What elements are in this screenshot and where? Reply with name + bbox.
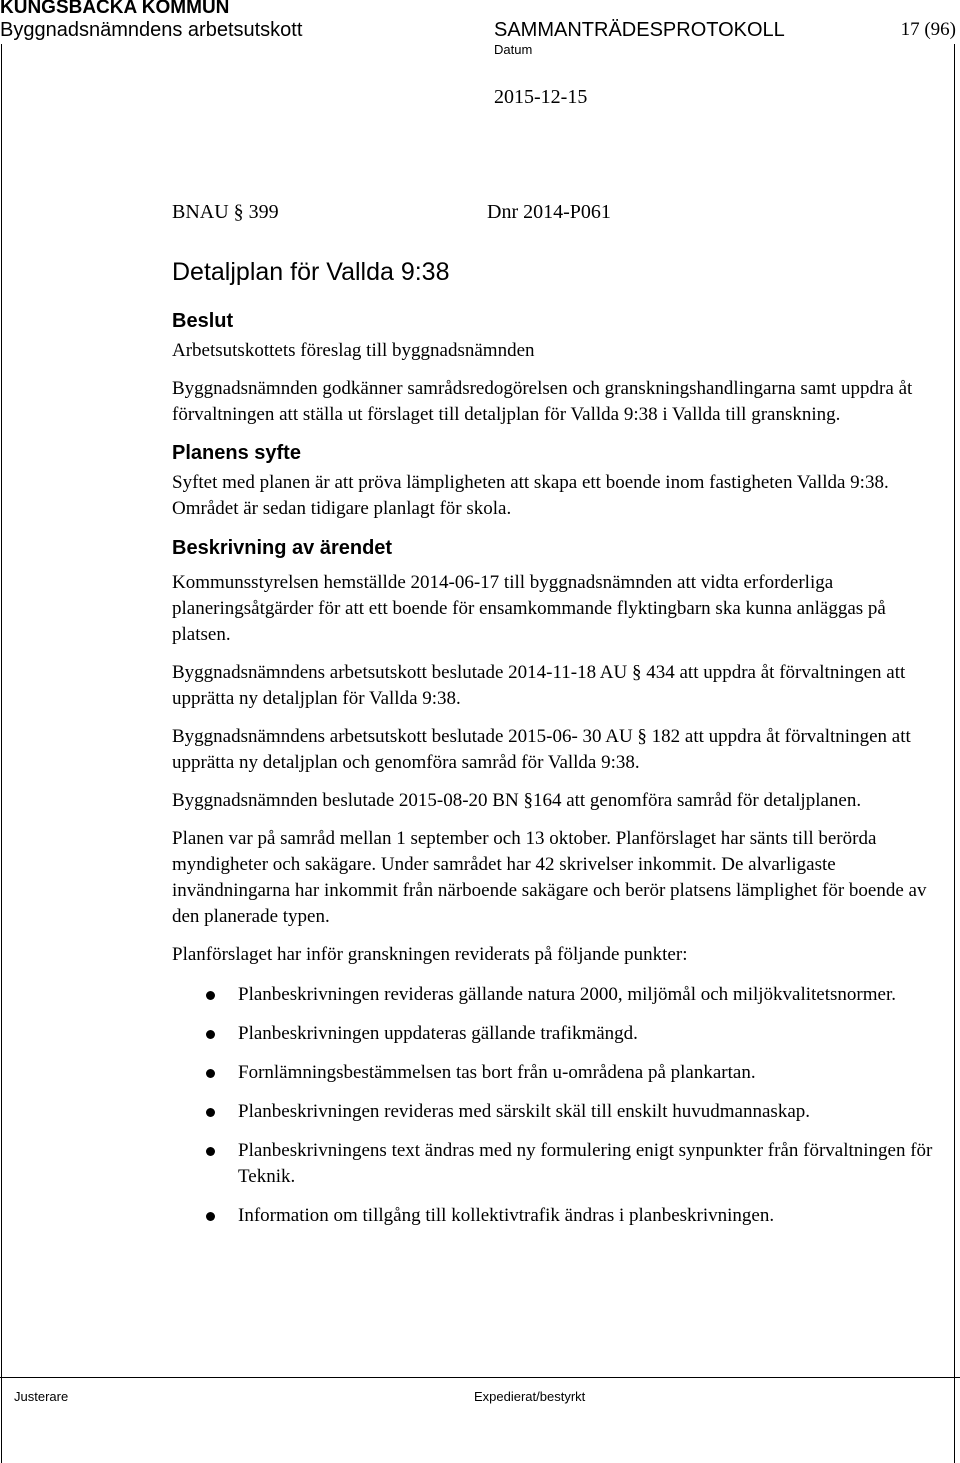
heading-beslut: Beslut <box>172 310 234 332</box>
list-item-text: Information om tillgång till kollektivtrafik ändras i planbeskrivningen. <box>238 1205 775 1226</box>
beskrivning-paragraph: Byggnadsnämnden beslutade 2015-08-20 BN §164 att genomföra samråd för detaljplanen. <box>172 790 862 811</box>
beskrivning-paragraph: Planförslaget har inför granskningen reviderats på följande punkter: <box>172 944 688 965</box>
beslut-text: Byggnadsnämnden godkänner samrådsredogörelsen och granskningshandlingarna samt uppdra åt förvaltningen att ställa ut förslaget till detaljplan för Vallda 9:38 i Vallda till granskning. <box>172 378 913 425</box>
heading-planens-syfte: Planens syfte <box>172 442 301 464</box>
list-item <box>172 1203 942 1229</box>
list-item <box>172 982 942 1008</box>
beskrivning-paragraph: Byggnadsnämndens arbetsutskott beslutade 2014-11-18 AU § 434 att uppdra åt förvaltningen att upprätta ny detaljplan för Vallda 9:38. <box>172 662 906 709</box>
list-item-text: Planbeskrivningens text ändras med ny formulering enigt synpunkter från förvaltningen för Teknik. <box>238 1140 933 1187</box>
bullet-icon <box>206 1147 215 1156</box>
list-item-text: Fornlämningsbestämmelsen tas bort från u-områdena på plankartan. <box>238 1062 756 1083</box>
case-title: Detaljplan för Vallda 9:38 <box>172 258 450 286</box>
case-paragraph-id: BNAU § 399 <box>172 201 279 223</box>
syfte-text: Syftet med planen är att pröva lämpligheten att skapa ett boende inom fastigheten Vallda 9:38. Området är sedan tidigare planlagt för skola. <box>172 472 889 519</box>
bullet-icon <box>206 991 215 1000</box>
bullet-icon <box>206 1212 215 1221</box>
list-item-text: Planbeskrivningen uppdateras gällande trafikmängd. <box>238 1023 638 1044</box>
bullet-icon <box>206 1069 215 1078</box>
case-dnr: Dnr 2014-P061 <box>487 201 611 223</box>
list-item <box>172 1138 942 1190</box>
beslut-subheading: Arbetsutskottets föreslag till byggnadsnämnden <box>172 340 535 361</box>
list-item <box>172 1021 942 1047</box>
beskrivning-paragraph: Byggnadsnämndens arbetsutskott beslutade 2015-06- 30 AU § 182 att uppdra åt förvaltningen att upprätta ny detaljplan och genomföra samråd för Vallda 9:38. <box>172 726 911 773</box>
list-item <box>172 1060 942 1086</box>
document-date: 2015-12-15 <box>494 86 588 108</box>
document-type: SAMMANTRÄDESPROTOKOLL <box>494 19 785 41</box>
committee-name: Byggnadsnämndens arbetsutskott <box>0 19 303 41</box>
case-content <box>172 308 942 1242</box>
beskrivning-paragraph: Planen var på samråd mellan 1 september och 13 oktober. Planförslaget har sänts till berörda myndigheter och sakägare. Under samrådet har 42 skrivelser inkommit. De alvarligaste invändningarna har inkommit från närboende sakägare och berör platsens lämplighet för boende av den planerade typen. <box>172 828 927 927</box>
bullet-icon <box>206 1030 215 1039</box>
footer-divider <box>0 1377 960 1378</box>
organization-name: KUNGSBACKA KOMMUN <box>0 0 230 18</box>
revision-points-list <box>172 982 942 1229</box>
list-item-text: Planbeskrivningen revideras gällande natura 2000, miljömål och miljökvalitetsnormer. <box>238 984 896 1005</box>
left-margin-line <box>1 44 2 1463</box>
date-label: Datum <box>494 42 533 57</box>
right-margin-line <box>954 44 955 1463</box>
footer-justerare-label: Justerare <box>14 1389 69 1404</box>
heading-beskrivning: Beskrivning av ärendet <box>172 537 393 559</box>
list-item-text: Planbeskrivningen revideras med särskilt skäl till enskilt huvudmannaskap. <box>238 1101 811 1122</box>
footer-expedierat-label: Expedierat/bestyrkt <box>474 1389 586 1404</box>
beskrivning-paragraph: Kommunsstyrelsen hemställde 2014-06-17 till byggnadsnämnden att vidta erforderliga planeringsåtgärder för att ett boende för ensamkommande flyktingbarn ska kunna anläggas på platsen. <box>172 572 886 645</box>
bullet-icon <box>206 1108 215 1117</box>
page-number: 17 (96) <box>900 19 956 40</box>
list-item <box>172 1099 942 1125</box>
